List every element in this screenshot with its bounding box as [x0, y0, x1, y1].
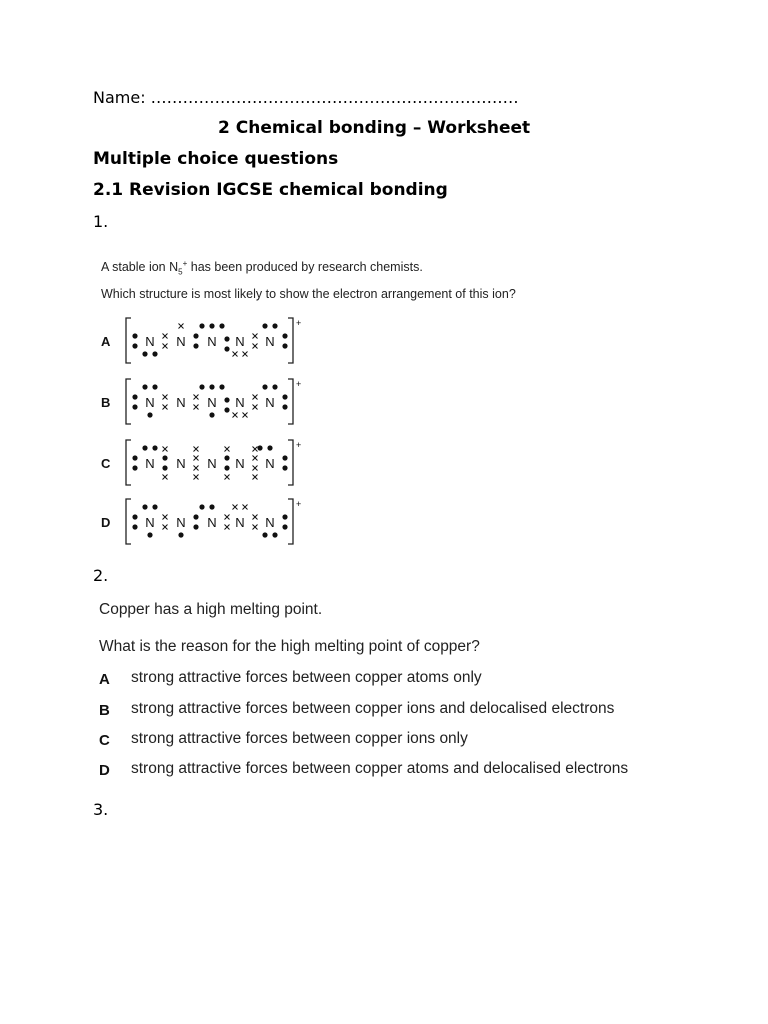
electron-dot — [282, 343, 287, 348]
option-letter: C — [101, 456, 111, 471]
electron-dot — [132, 333, 137, 338]
electron-dot — [262, 532, 267, 537]
subsection-heading: 2.1 Revision IGCSE chemical bonding — [93, 180, 448, 200]
option-letter: C — [99, 732, 110, 749]
electron-dot — [152, 351, 157, 356]
electron-cross — [179, 324, 184, 329]
electron-dot — [262, 384, 267, 389]
left-bracket — [126, 318, 131, 363]
right-bracket — [288, 440, 293, 485]
electron-cross — [163, 395, 168, 400]
question-3-number: 3. — [93, 800, 109, 819]
electron-dot — [178, 532, 183, 537]
electron-dot — [193, 343, 198, 348]
electron-dot — [152, 504, 157, 509]
electron-dot — [209, 323, 214, 328]
right-bracket — [288, 379, 293, 424]
left-bracket — [126, 440, 131, 485]
q2-option-a[interactable] — [99, 669, 482, 688]
option-text: strong attractive forces between copper ions and delocalised electrons — [131, 700, 615, 717]
right-bracket — [288, 499, 293, 544]
electron-dot — [267, 445, 272, 450]
electron-dot — [272, 532, 277, 537]
worksheet-title: 2 Chemical bonding – Worksheet — [218, 118, 531, 138]
electron-dot — [282, 404, 287, 409]
electron-dot — [262, 323, 267, 328]
ion-charge: + — [296, 318, 302, 328]
nitrogen-atom: N — [145, 456, 155, 471]
electron-dot — [152, 445, 157, 450]
electron-cross — [163, 515, 168, 520]
section-heading: Multiple choice questions — [93, 149, 339, 169]
electron-dot — [142, 445, 147, 450]
nitrogen-atom: N — [207, 456, 217, 471]
electron-dot — [193, 524, 198, 529]
electron-dot — [219, 384, 224, 389]
electron-dot — [224, 336, 229, 341]
electron-dot — [142, 351, 147, 356]
electron-dot — [132, 343, 137, 348]
electron-cross — [243, 505, 248, 510]
question-2-number: 2. — [93, 566, 109, 585]
question-2-question: What is the reason for the high melting point of copper? — [99, 638, 480, 655]
option-letter: A — [101, 334, 111, 349]
electron-cross — [194, 395, 199, 400]
electron-cross — [194, 456, 199, 461]
left-bracket — [126, 379, 131, 424]
electron-dot — [132, 524, 137, 529]
right-bracket — [288, 318, 293, 363]
electron-cross — [253, 515, 258, 520]
electron-dot — [142, 384, 147, 389]
electron-cross — [253, 456, 258, 461]
electron-dot — [272, 384, 277, 389]
option-letter: D — [101, 515, 111, 530]
nitrogen-atom: N — [145, 395, 155, 410]
electron-dot — [224, 346, 229, 351]
electron-cross — [163, 525, 168, 530]
electron-cross — [194, 447, 199, 452]
nitrogen-atom: N — [235, 456, 245, 471]
electron-dot — [282, 524, 287, 529]
electron-cross — [233, 413, 238, 418]
name-field-label: Name: …………………………………………………………… — [93, 88, 519, 107]
option-text: strong attractive forces between copper atoms only — [131, 669, 482, 686]
electron-cross — [243, 352, 248, 357]
ion-charge: + — [296, 440, 302, 450]
option-letter: D — [99, 762, 110, 779]
nitrogen-atom: N — [265, 456, 275, 471]
electron-cross — [225, 447, 230, 452]
electron-dot — [224, 397, 229, 402]
electron-dot — [199, 384, 204, 389]
electron-cross — [163, 344, 168, 349]
electron-dot — [132, 514, 137, 519]
option-letter: B — [101, 395, 111, 410]
electron-cross — [225, 515, 230, 520]
electron-dot — [257, 445, 262, 450]
nitrogen-atom: N — [265, 395, 275, 410]
option-text: strong attractive forces between copper ions only — [131, 730, 468, 747]
q1-option-b[interactable] — [101, 379, 301, 424]
electron-dot — [152, 384, 157, 389]
electron-cross — [163, 405, 168, 410]
electron-dot — [147, 412, 152, 417]
electron-dot — [209, 412, 214, 417]
electron-cross — [225, 475, 230, 480]
q2-option-d[interactable] — [99, 760, 629, 779]
left-bracket — [126, 499, 131, 544]
electron-cross — [233, 505, 238, 510]
option-letter: B — [99, 702, 110, 719]
nitrogen-atom: N — [207, 515, 217, 530]
electron-dot — [224, 455, 229, 460]
electron-dot — [224, 407, 229, 412]
question-1-number: 1. — [93, 212, 109, 231]
ion-charge: + — [296, 379, 302, 389]
electron-cross — [194, 475, 199, 480]
electron-dot — [132, 394, 137, 399]
electron-cross — [253, 525, 258, 530]
nitrogen-atom: N — [235, 395, 245, 410]
question-1-question: Which structure is most likely to show the electron arrangement of this ion? — [101, 287, 516, 301]
nitrogen-atom: N — [207, 395, 217, 410]
electron-dot — [224, 465, 229, 470]
question-2-stem: Copper has a high melting point. — [99, 601, 323, 618]
nitrogen-atom: N — [176, 334, 186, 349]
electron-dot — [282, 465, 287, 470]
nitrogen-atom: N — [207, 334, 217, 349]
electron-cross — [194, 466, 199, 471]
electron-cross — [253, 395, 258, 400]
stem-prefix: A stable ion N — [101, 260, 179, 275]
electron-dot — [162, 455, 167, 460]
electron-dot — [147, 532, 152, 537]
electron-dot — [282, 514, 287, 519]
nitrogen-atom: N — [235, 334, 245, 349]
electron-dot — [142, 504, 147, 509]
q1-option-a[interactable] — [101, 318, 301, 363]
electron-dot — [132, 455, 137, 460]
electron-dot — [209, 384, 214, 389]
electron-dot — [282, 394, 287, 399]
electron-dot — [282, 333, 287, 338]
electron-cross — [253, 475, 258, 480]
q2-option-c[interactable] — [99, 730, 468, 749]
electron-dot — [219, 323, 224, 328]
electron-dot — [162, 465, 167, 470]
nitrogen-atom: N — [176, 395, 186, 410]
electron-cross — [163, 475, 168, 480]
q2-option-b[interactable] — [99, 700, 615, 719]
nitrogen-atom: N — [145, 515, 155, 530]
stem-suffix: has been produced by research chemists. — [187, 260, 423, 275]
electron-dot — [282, 455, 287, 460]
electron-dot — [199, 323, 204, 328]
nitrogen-atom: N — [265, 515, 275, 530]
electron-cross — [233, 352, 238, 357]
electron-dot — [209, 504, 214, 509]
q1-option-c[interactable] — [101, 440, 301, 485]
stem-superscript: + — [182, 259, 188, 268]
electron-cross — [253, 405, 258, 410]
electron-dot — [132, 465, 137, 470]
option-letter: A — [99, 671, 110, 688]
q1-option-d[interactable] — [101, 499, 301, 544]
ion-charge: + — [296, 499, 302, 509]
electron-dot — [193, 514, 198, 519]
electron-cross — [163, 447, 168, 452]
electron-cross — [253, 334, 258, 339]
electron-cross — [253, 466, 258, 471]
electron-cross — [253, 344, 258, 349]
electron-dot — [193, 333, 198, 338]
electron-dot — [272, 323, 277, 328]
electron-dot — [199, 504, 204, 509]
nitrogen-atom: N — [145, 334, 155, 349]
nitrogen-atom: N — [235, 515, 245, 530]
electron-cross — [225, 525, 230, 530]
electron-cross — [253, 447, 258, 452]
stem-subscript: 5 — [178, 267, 183, 277]
option-text: strong attractive forces between copper atoms and delocalised electrons — [131, 760, 629, 777]
nitrogen-atom: N — [176, 515, 186, 530]
nitrogen-atom: N — [265, 334, 275, 349]
nitrogen-atom: N — [176, 456, 186, 471]
electron-cross — [163, 334, 168, 339]
electron-cross — [243, 413, 248, 418]
electron-cross — [194, 405, 199, 410]
electron-dot — [132, 404, 137, 409]
